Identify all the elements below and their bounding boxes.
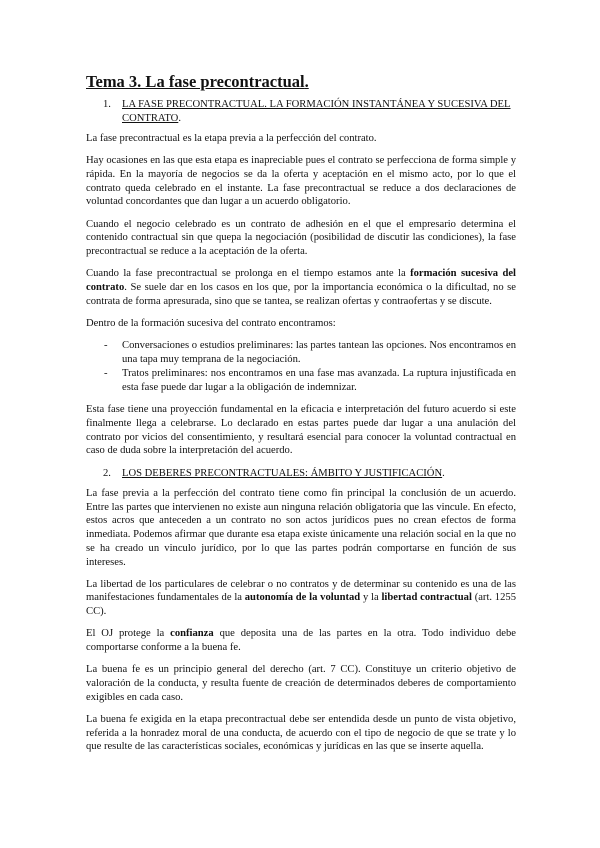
paragraph: Cuando el negocio celebrado es un contrato de adhesión en el que el empresario determina el contenido contractual sin que quepa la negociación (posibilidad de discutir las condiciones), la fase precontractual se reduce a la aceptación de la oferta. — [86, 218, 516, 257]
paragraph: La fase precontractual es la etapa previa a la perfección del contrato. — [86, 133, 377, 144]
section-2-heading: 2. LOS DEBERES PRECONTRACTUALES: ÁMBITO Y JUSTIFICACIÓN. — [103, 467, 445, 479]
paragraph: Cuando la fase precontractual se prolonga en el tiempo estamos ante la formación sucesiva del contrato. Se suele dar en los casos en los que, por la importancia económica o la dificultad, no se contrata de forma apresurada, sino que se tantea, se realizan ofertas y contraofertas y se discute. — [86, 268, 516, 307]
paragraph: Dentro de la formación sucesiva del contrato encontramos: — [86, 317, 336, 329]
paragraph: La buena fe exigida en la etapa precontractual debe ser entendida desde un punto de vista objetivo, referida a la honradez moral de una conducta, de acuerdo con el tipo de negocio de que se trate y lo que resulte de las características sociales, económicas y jurídicas en las que se inserte aquella. — [86, 713, 516, 753]
bullet-list — [86, 339, 516, 395]
paragraph: Esta fase tiene una proyección fundamental en la eficacia e interpretación del futuro acuerdo si este finalmente llega a celebrarse. Lo declarado en estas partes puede dar lugar a una anulación del contrato por vicios del consentimiento, y resultará esencial para conocer la voluntad contractual en caso de duda sobre la interpretación del acuerdo. — [86, 404, 516, 457]
dash-bullet: - — [104, 339, 108, 351]
bold-term: autonomía de la voluntad — [244, 592, 361, 604]
bold-term: libertad contractual — [381, 592, 472, 604]
paragraph: Hay ocasiones en las que esta etapa es inapreciable pues el contrato se perfecciona de forma simple y rápida. En la mayoría de negocios se da la oferta y aceptación en el mismo acto, por lo que el contrato queda celebrado en el instante. La fase precontractual se reduce a dos declaraciones de voluntad concordantes que dan lugar a un acuerdo obligatorio. — [86, 155, 516, 208]
bold-term: formación sucesiva del contrato — [86, 268, 516, 293]
section-2-title: LOS DEBERES PRECONTRACTUALES: ÁMBITO Y JUSTIFICACIÓN — [122, 467, 443, 479]
paragraph: La fase previa a la perfección del contrato tiene como fin principal la conclusión de un acuerdo. Entre las partes que intervienen no existe aun ninguna relación obligatoria que las vincule. En efecto, estos acros que anteceden a un contrato no son actos jurídicos pues no crean efectos de forma inmediata. Podemos afirmar que durante esa etapa existe únicamente una relación social en la que no se ha creado un vinculo jurídico, por lo que las partes podrán comportarse en función de sus intereses. — [86, 488, 516, 568]
document-title: Tema 3. La fase precontractual. — [86, 72, 309, 91]
paragraph: El OJ protege la confianza que deposita una de las partes en la otra. Todo individuo debe comportarse conforme a la buena fe. — [86, 628, 516, 654]
paragraph: La libertad de los particulares de celebrar o no contratos y de determinar su contenido es una de las manifestaciones fundamentales de la autonomía de la voluntad y la libertad contractual (art. 1255 CC). — [86, 578, 516, 618]
section-2-number: 2. — [103, 467, 111, 479]
document-page — [86, 72, 516, 763]
dash-bullet: - — [104, 368, 108, 380]
bold-term: confianza — [170, 628, 214, 640]
section-1-title: LA FASE PRECONTRACTUAL. LA FORMACIÓN INSTANTÁNEA Y SUCESIVA DEL CONTRATO — [122, 99, 511, 124]
paragraph: La buena fe es un principio general del derecho (art. 7 CC). Constituye un criterio objetivo de valoración de la conducta, y resulta fuente de creación de determinados deberes de comportamiento exigibles en cada caso. — [86, 664, 516, 703]
list-item: - Conversaciones o estudios preliminares: las partes tantean las opciones. Nos encontramos en una tapa muy temprana de la negociación. — [86, 339, 516, 366]
section-1-heading: 1. LA FASE PRECONTRACTUAL. LA FORMACIÓN INSTANTÁNEA Y SUCESIVA DEL CONTRATO. — [103, 99, 511, 124]
list-item: - Tratos preliminares: nos encontramos en una fase mas avanzada. La ruptura injustificada en esta fase puede dar lugar a la obligación de indemnizar. — [86, 367, 516, 394]
section-1-number: 1. — [103, 99, 111, 110]
